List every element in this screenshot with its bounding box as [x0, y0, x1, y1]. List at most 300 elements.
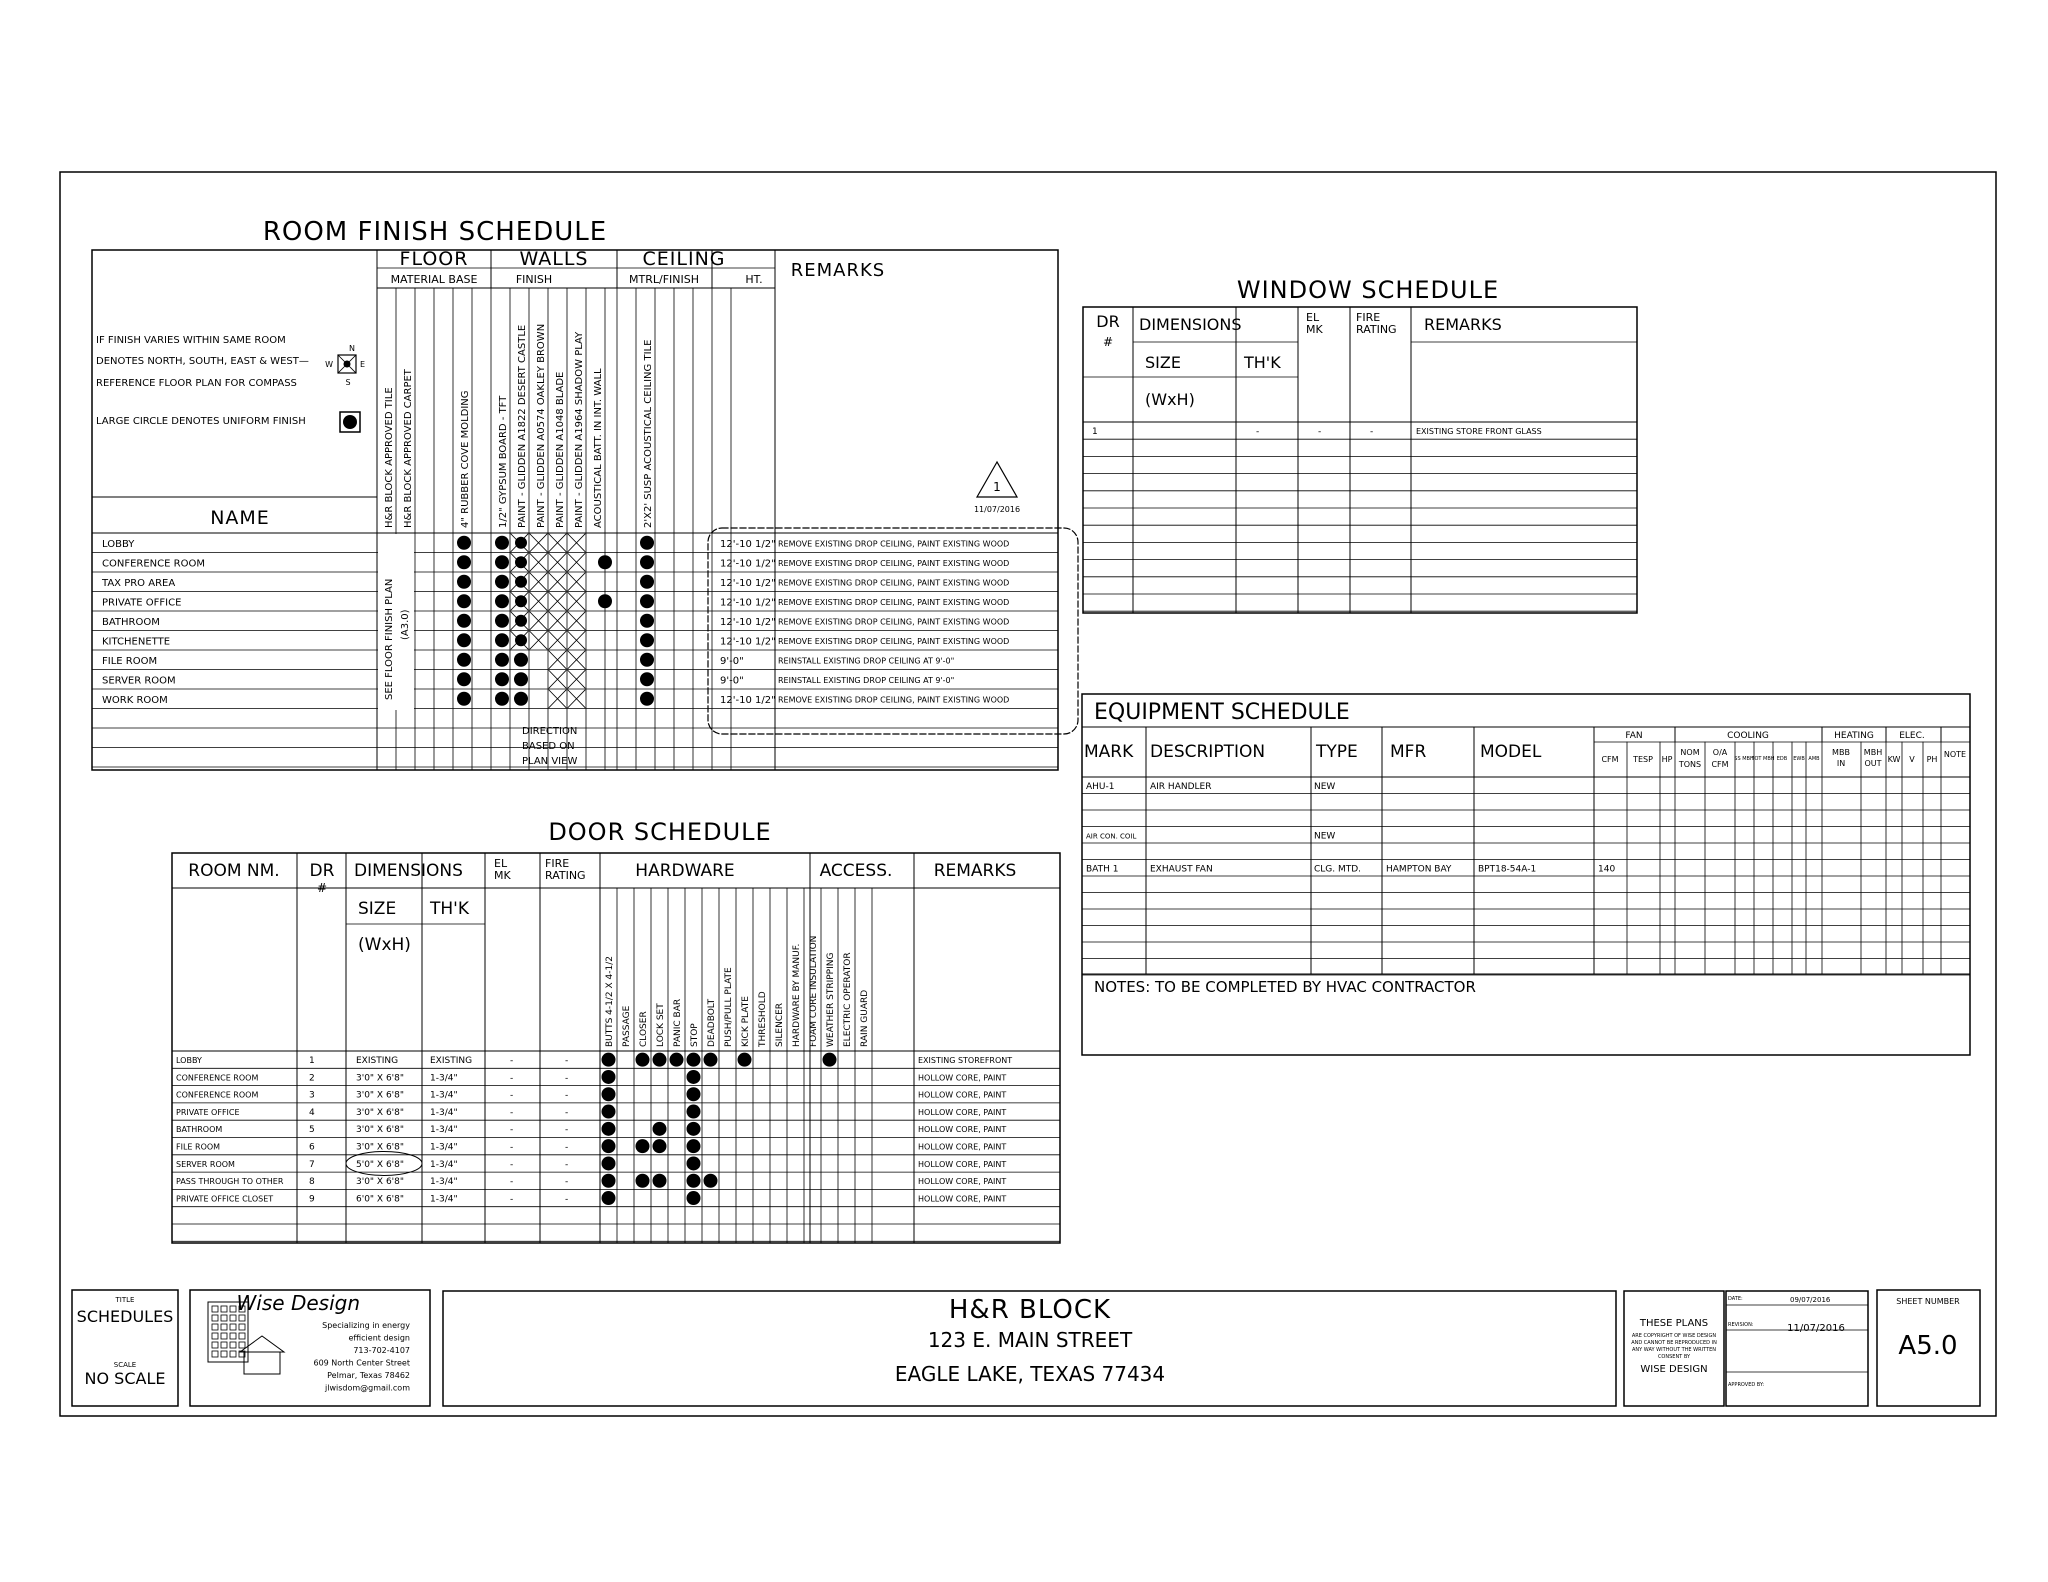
ceiling-tile-dot	[640, 633, 654, 647]
paint-dot	[515, 556, 527, 568]
door-fire-header: FIRE	[545, 857, 570, 870]
hardware-dot	[687, 1087, 701, 1101]
finish-header: FINISH	[515, 273, 553, 286]
room-name: TAX PRO AREA	[102, 577, 176, 589]
building-window-icon	[212, 1333, 218, 1339]
uniform-finish-circle	[343, 415, 357, 429]
paint-dot	[515, 615, 527, 627]
hardware-dot	[653, 1122, 667, 1136]
sheet-number-label: SHEET NUMBER	[1896, 1297, 1960, 1306]
window-remarks-header: REMARKS	[1424, 315, 1502, 334]
equip-sub-header: PH	[1926, 755, 1938, 764]
house-roof-icon	[240, 1336, 284, 1352]
door-fire: -	[565, 1194, 569, 1205]
acoustic-batt-dot	[598, 594, 612, 608]
equip-sub-header: MBB	[1832, 748, 1850, 757]
room-name: SERVER ROOM	[102, 675, 176, 687]
hardware-dot	[687, 1053, 701, 1067]
ceiling-tile-dot	[640, 614, 654, 628]
building-window-icon	[212, 1306, 218, 1312]
equip-description: AIR HANDLER	[1150, 782, 1212, 792]
equip-sub-header: MBH	[1863, 748, 1883, 757]
hardware-dot	[687, 1105, 701, 1119]
revision-label: REVISION:	[1728, 1322, 1754, 1328]
gypsum-dot	[495, 672, 509, 686]
door-room: SERVER ROOM	[176, 1159, 235, 1169]
gypsum-dot	[495, 633, 509, 647]
hardware-column-label: PASSAGE	[622, 1005, 632, 1047]
hardware-dot	[687, 1070, 701, 1084]
equip-type: NEW	[1314, 831, 1336, 842]
door-remarks: HOLLOW CORE, PAINT	[918, 1177, 1007, 1187]
gypsum-dot	[495, 555, 509, 569]
revision-mark: 1	[993, 480, 1001, 494]
walls-header: WALLS	[519, 248, 589, 270]
building-window-icon	[221, 1342, 227, 1348]
door-el: -	[510, 1125, 514, 1136]
equip-mark: AIR CON. COIL	[1086, 832, 1137, 841]
door-remarks: HOLLOW CORE, PAINT	[918, 1090, 1007, 1100]
building-window-icon	[221, 1351, 227, 1357]
window-wxh-header: (WxH)	[1145, 390, 1195, 409]
door-remarks: HOLLOW CORE, PAINT	[918, 1142, 1007, 1152]
paint-dot	[515, 595, 527, 607]
paint-dot	[514, 692, 528, 706]
door-remarks-header: REMARKS	[933, 861, 1017, 881]
hardware-column-label: BUTTS 4-1/2 X 4-1/2	[605, 956, 615, 1047]
room-name: LOBBY	[102, 538, 135, 550]
equip-sub-header: HP	[1661, 755, 1673, 764]
door-thk: 1-3/4"	[430, 1073, 458, 1084]
window-fire-header: FIRE	[1356, 311, 1381, 324]
door-thk: 1-3/4"	[430, 1125, 458, 1136]
rubber-base-dot	[457, 653, 471, 667]
hardware-dot	[636, 1139, 650, 1153]
building-window-icon	[230, 1333, 236, 1339]
door-fire: -	[565, 1090, 569, 1101]
compass-s: S	[345, 378, 351, 387]
door-num-header: #	[316, 881, 328, 895]
hardware-dot	[687, 1191, 701, 1205]
revision-date: 11/07/2016	[973, 505, 1021, 514]
rubber-base-dot	[457, 672, 471, 686]
sheet-number: A5.0	[1898, 1331, 1958, 1361]
hardware-column-label: STOP	[690, 1023, 700, 1047]
paint-dot	[514, 672, 528, 686]
hardware-column-label: KICK PLATE	[741, 996, 751, 1047]
door-thk: EXISTING	[430, 1056, 473, 1066]
gypsum-dot	[495, 614, 509, 628]
equip-sub-header: EWB	[1793, 756, 1805, 762]
hardware-column-label: FOAM CORE INSULATION	[809, 935, 819, 1047]
finish-column-label: 4" RUBBER COVE MOLDING	[460, 390, 471, 528]
door-access-header: ACCESS.	[819, 861, 893, 881]
equip-sub-header: NOTE	[1943, 750, 1967, 759]
plans-text: ANY WAY WITHOUT THE WRITTEN	[1632, 1347, 1716, 1353]
equipment-notes: NOTES: TO BE COMPLETED BY HVAC CONTRACTOR	[1094, 978, 1476, 996]
building-window-icon	[221, 1333, 227, 1339]
door-size: 3'0" X 6'8"	[356, 1073, 405, 1084]
equip-sub-header: CFM	[1711, 760, 1729, 769]
plans-text: AND CANNOT BE REPRODUCED IN	[1631, 1340, 1717, 1346]
legend-line: REFERENCE FLOOR PLAN FOR COMPASS	[96, 378, 297, 389]
ceiling-height: 12'-10 1/2"	[720, 558, 776, 570]
door-size: 3'0" X 6'8"	[356, 1107, 405, 1118]
door-remarks: HOLLOW CORE, PAINT	[918, 1194, 1007, 1204]
door-remarks: HOLLOW CORE, PAINT	[918, 1107, 1007, 1117]
equip-sub-header: O/A	[1712, 748, 1728, 757]
floor-finish-sheet: (A3.0)	[400, 609, 411, 640]
company-detail: efficient design	[348, 1333, 410, 1343]
finish-column-label: H&R BLOCK APPROVED CARPET	[403, 369, 414, 528]
window-dr-header: DR	[1096, 312, 1120, 331]
building-window-icon	[239, 1342, 245, 1348]
equip-mark-header: MARK	[1084, 742, 1134, 762]
rubber-base-dot	[457, 555, 471, 569]
room-name: WORK ROOM	[102, 694, 168, 706]
door-remarks: HOLLOW CORE, PAINT	[918, 1073, 1007, 1083]
equip-elec-header: ELEC.	[1899, 731, 1925, 741]
sheet-border	[60, 172, 1996, 1416]
door-dr: 6	[309, 1142, 315, 1153]
window-dimensions-header: DIMENSIONS	[1139, 315, 1242, 334]
hardware-dot	[602, 1053, 616, 1067]
door-size: EXISTING	[356, 1056, 399, 1066]
company-detail: jlwisdom@gmail.com	[325, 1383, 410, 1393]
hardware-dot	[687, 1156, 701, 1170]
door-room-header: ROOM NM.	[188, 861, 280, 881]
door-size: 3'0" X 6'8"	[356, 1177, 405, 1188]
schedule-layer	[72, 217, 1980, 1406]
date-value: 09/07/2016	[1790, 1296, 1831, 1304]
material-base-header: MATERIAL BASE	[390, 273, 478, 286]
compass-w: W	[325, 360, 333, 369]
hardware-column-label: SILENCER	[775, 1002, 785, 1047]
ceiling-header: CEILING	[642, 248, 726, 270]
equipment-title: EQUIPMENT SCHEDULE	[1094, 700, 1350, 725]
building-window-icon	[212, 1342, 218, 1348]
hardware-dot	[704, 1174, 718, 1188]
scale-value: NO SCALE	[84, 1369, 166, 1388]
hardware-dot	[653, 1053, 667, 1067]
rubber-base-dot	[457, 614, 471, 628]
door-remarks: HOLLOW CORE, PAINT	[918, 1125, 1007, 1135]
room-remark: REMOVE EXISTING DROP CEILING, PAINT EXISTING WOOD	[778, 597, 1010, 607]
door-el: -	[510, 1142, 514, 1153]
window-size-header: SIZE	[1145, 353, 1181, 372]
door-remarks: HOLLOW CORE, PAINT	[918, 1159, 1007, 1169]
equip-sub-header: SS MBH	[1734, 756, 1754, 762]
direction-note: DIRECTION	[522, 726, 578, 737]
ceiling-height: 12'-10 1/2"	[720, 616, 776, 628]
door-dr: 2	[309, 1073, 315, 1084]
equip-sub-header: TESP	[1633, 755, 1653, 764]
building-window-icon	[212, 1351, 218, 1357]
room-remark: REMOVE EXISTING DROP CEILING, PAINT EXISTING WOOD	[778, 617, 1010, 627]
room-remark: REMOVE EXISTING DROP CEILING, PAINT EXISTING WOOD	[778, 636, 1010, 646]
door-dr: 8	[309, 1177, 315, 1188]
finish-column-label: ACOUSTICAL BATT. IN INT. WALL	[593, 368, 604, 528]
door-dr: 4	[309, 1107, 315, 1118]
company-name: Wise Design	[236, 1291, 360, 1315]
room-remark: REMOVE EXISTING DROP CEILING, PAINT EXISTING WOOD	[778, 578, 1010, 588]
equip-sub-header: OUT	[1864, 759, 1882, 768]
ceiling-height: 12'-10 1/2"	[720, 694, 776, 706]
equip-description: EXHAUST FAN	[1150, 864, 1213, 875]
hardware-dot	[636, 1053, 650, 1067]
company-detail: Specializing in energy	[322, 1321, 410, 1330]
door-thk-header: TH'K	[430, 899, 469, 919]
direction-note: PLAN VIEW	[522, 756, 578, 767]
finish-column-label: PAINT - GLIDDEN A0574 OAKLEY BROWN	[536, 323, 547, 528]
equip-cfm: 140	[1598, 864, 1616, 875]
building-window-icon	[239, 1333, 245, 1339]
date-label: DATE:	[1728, 1296, 1743, 1302]
building-window-icon	[212, 1324, 218, 1330]
door-fire: -	[565, 1125, 569, 1136]
equip-mfr-header: MFR	[1390, 742, 1427, 762]
ceiling-tile-dot	[640, 672, 654, 686]
equip-mark: BATH 1	[1086, 864, 1119, 875]
equip-sub-header: CFM	[1601, 755, 1619, 764]
equip-sub-header: NOM	[1680, 748, 1700, 757]
remarks-header: REMARKS	[790, 260, 886, 281]
hardware-dot	[602, 1122, 616, 1136]
rubber-base-dot	[457, 633, 471, 647]
door-el: -	[510, 1194, 514, 1205]
door-fire: -	[565, 1056, 569, 1066]
frame	[244, 1352, 280, 1374]
direction-note: BASED ON	[522, 741, 575, 752]
building-window-icon	[230, 1306, 236, 1312]
door-dr: 1	[309, 1056, 315, 1066]
hardware-dot	[602, 1174, 616, 1188]
door-title: DOOR SCHEDULE	[548, 818, 772, 846]
hardware-dot	[602, 1139, 616, 1153]
room-remark: REMOVE EXISTING DROP CEILING, PAINT EXISTING WOOD	[778, 539, 1010, 549]
room-finish-title: ROOM FINISH SCHEDULE	[262, 217, 608, 247]
hardware-column-label: ELECTRIC OPERATOR	[843, 952, 853, 1047]
door-dr: 7	[309, 1159, 315, 1170]
room-name: KITCHENETTE	[102, 636, 171, 648]
building-window-icon	[230, 1342, 236, 1348]
door-fire: -	[565, 1177, 569, 1188]
hardware-dot	[687, 1139, 701, 1153]
door-el-header: EL	[494, 857, 508, 870]
door-el: -	[510, 1177, 514, 1188]
building-window-icon	[230, 1315, 236, 1321]
revision-value: 11/07/2016	[1787, 1323, 1845, 1334]
door-thk: 1-3/4"	[430, 1159, 458, 1170]
door-thk: 1-3/4"	[430, 1177, 458, 1188]
door-wxh-header: (WxH)	[358, 935, 411, 955]
equip-sub-header: V	[1909, 755, 1915, 764]
equip-sub-header: TONS	[1678, 760, 1702, 769]
door-room: CONFERENCE ROOM	[176, 1090, 259, 1100]
door-room: LOBBY	[176, 1056, 202, 1065]
hardware-column-label: WEATHER STRIPPING	[826, 952, 836, 1047]
door-size: 3'0" X 6'8"	[356, 1090, 405, 1101]
ceiling-tile-dot	[640, 692, 654, 706]
plans-owner: WISE DESIGN	[1640, 1364, 1708, 1375]
building-window-icon	[212, 1315, 218, 1321]
equip-heating-header: HEATING	[1834, 731, 1874, 741]
gypsum-dot	[495, 575, 509, 589]
ceiling-height: 12'-10 1/2"	[720, 538, 776, 550]
door-fire: -	[565, 1107, 569, 1118]
door-hardware-header: HARDWARE	[635, 861, 735, 881]
hardware-dot	[602, 1087, 616, 1101]
hardware-column-label: PUSH/PULL PLATE	[724, 967, 734, 1047]
project-name: H&R BLOCK	[948, 1295, 1112, 1325]
window-thk: -	[1256, 427, 1260, 437]
company-detail: 609 North Center Street	[313, 1358, 410, 1368]
floor-finish-note: SEE FLOOR FINISH PLAN	[384, 578, 395, 700]
room-remark: REMOVE EXISTING DROP CEILING, PAINT EXISTING WOOD	[778, 695, 1010, 705]
equip-type: CLG. MTD.	[1314, 864, 1362, 875]
finish-column-label: PAINT - GLIDDEN A1964 SHADOW PLAY	[574, 331, 585, 528]
hardware-column-label: DEADBOLT	[707, 998, 717, 1047]
sheet-title: SCHEDULES	[76, 1307, 174, 1326]
door-thk: 1-3/4"	[430, 1107, 458, 1118]
name-header: NAME	[210, 507, 270, 529]
ceiling-height: 9'-0"	[720, 655, 744, 667]
door-size: 5'0" X 6'8"	[356, 1159, 405, 1170]
equip-sub-header: TOT MBH	[1751, 756, 1775, 762]
room-remark: REMOVE EXISTING DROP CEILING, PAINT EXISTING WOOD	[778, 558, 1010, 568]
paint-dot	[515, 576, 527, 588]
window-remarks: EXISTING STORE FRONT GLASS	[1416, 427, 1542, 436]
door-size: 3'0" X 6'8"	[356, 1142, 405, 1153]
plans-title: THESE PLANS	[1639, 1318, 1709, 1329]
ceiling-height: 12'-10 1/2"	[720, 636, 776, 648]
gypsum-dot	[495, 653, 509, 667]
equip-type-header: TYPE	[1316, 742, 1358, 762]
window-elmk: -	[1318, 427, 1322, 437]
window-rating-header: RATING	[1356, 323, 1397, 336]
window-dr: 1	[1092, 427, 1098, 437]
legend-line: LARGE CIRCLE DENOTES UNIFORM FINISH	[96, 416, 306, 427]
door-mk-header: MK	[494, 869, 511, 882]
hardware-column-label: RAIN GUARD	[860, 989, 870, 1047]
project-address-1: 123 E. MAIN STREET	[927, 1328, 1133, 1352]
door-remarks: EXISTING STOREFRONT	[918, 1056, 1013, 1065]
building-window-icon	[221, 1306, 227, 1312]
equip-sub-header: KW	[1887, 755, 1901, 764]
room-name: BATHROOM	[102, 616, 160, 628]
finish-column-label: 2'X2' SUSP ACOUSTICAL CEILING TILE	[643, 339, 654, 528]
room-remark: REINSTALL EXISTING DROP CEILING AT 9'-0"	[778, 675, 955, 685]
door-el: -	[510, 1073, 514, 1084]
equip-type: NEW	[1314, 782, 1336, 792]
equip-sub-header: EDB	[1776, 756, 1788, 762]
building-window-icon	[239, 1324, 245, 1330]
gypsum-dot	[495, 594, 509, 608]
door-el: -	[510, 1107, 514, 1118]
equip-fan-header: FAN	[1625, 731, 1643, 741]
equip-mark: AHU-1	[1086, 782, 1115, 792]
gypsum-dot	[495, 536, 509, 550]
door-size-header: SIZE	[358, 899, 397, 919]
equip-model-header: MODEL	[1480, 742, 1542, 762]
ht-header: HT.	[745, 273, 763, 286]
equip-mfr: HAMPTON BAY	[1386, 864, 1452, 875]
acoustic-batt-dot	[598, 555, 612, 569]
door-el: -	[510, 1056, 514, 1066]
hardware-column-label: HARDWARE BY MANUF.	[792, 943, 802, 1047]
scale-label: SCALE	[113, 1361, 137, 1369]
building-window-icon	[230, 1351, 236, 1357]
door-dr: 5	[309, 1125, 315, 1136]
room-name: FILE ROOM	[102, 655, 158, 667]
plans-text: CONSENT BY	[1657, 1354, 1691, 1360]
paint-dot	[515, 537, 527, 549]
hardware-dot	[738, 1053, 752, 1067]
hardware-column-label: THRESHOLD	[758, 991, 768, 1047]
door-el: -	[510, 1090, 514, 1101]
ceiling-tile-dot	[640, 555, 654, 569]
room-remark: REINSTALL EXISTING DROP CEILING AT 9'-0"	[778, 656, 955, 666]
hardware-column-label: LOCK SET	[656, 1003, 666, 1047]
room-name: CONFERENCE ROOM	[102, 558, 205, 570]
hardware-dot	[653, 1174, 667, 1188]
frame	[1726, 1291, 1868, 1406]
hardware-dot	[602, 1191, 616, 1205]
window-thk-header: TH'K	[1244, 353, 1281, 372]
door-fire: -	[565, 1142, 569, 1153]
ceiling-tile-dot	[640, 653, 654, 667]
door-fire: -	[565, 1159, 569, 1170]
building-window-icon	[230, 1324, 236, 1330]
window-el-header: EL	[1306, 311, 1320, 324]
hardware-dot	[704, 1053, 718, 1067]
rubber-base-dot	[457, 594, 471, 608]
window-fire: -	[1370, 427, 1374, 437]
door-room: PRIVATE OFFICE CLOSET	[176, 1194, 274, 1204]
company-detail: Pelmar, Texas 78462	[327, 1371, 410, 1380]
finish-column-label: 1/2" GYPSUM BOARD - TFT	[498, 395, 509, 528]
door-thk: 1-3/4"	[430, 1142, 458, 1153]
legend-line: IF FINISH VARIES WITHIN SAME ROOM	[96, 335, 286, 346]
equip-sub-header: IN	[1836, 759, 1846, 768]
rubber-base-dot	[457, 536, 471, 550]
equip-description-header: DESCRIPTION	[1150, 742, 1266, 762]
building-window-icon	[221, 1315, 227, 1321]
compass-n: N	[349, 344, 355, 353]
finish-column-label: H&R BLOCK APPROVED TILE	[384, 387, 395, 528]
finish-column-label: PAINT - GLIDDEN A1048 BLADE	[555, 371, 566, 528]
paint-dot	[515, 634, 527, 646]
door-dr: 3	[309, 1090, 315, 1101]
finish-column-label: PAINT - GLIDDEN A1822 DESERT CASTLE	[517, 324, 528, 528]
hardware-dot	[823, 1053, 837, 1067]
floor-header: FLOOR	[399, 248, 469, 270]
company-detail: 713-702-4107	[353, 1346, 410, 1355]
ceiling-height: 12'-10 1/2"	[720, 597, 776, 609]
mtrl-finish-header: MTRL/FINISH	[629, 273, 699, 286]
approved-label: APPROVED BY:	[1728, 1382, 1765, 1388]
door-thk: 1-3/4"	[430, 1090, 458, 1101]
equip-model: BPT18-54A-1	[1478, 864, 1537, 875]
door-room: FILE ROOM	[176, 1142, 221, 1152]
window-title: WINDOW SCHEDULE	[1236, 276, 1500, 304]
compass-center-dot	[344, 361, 351, 368]
ceiling-height: 9'-0"	[720, 675, 744, 687]
door-room: PASS THROUGH TO OTHER	[176, 1177, 284, 1187]
door-room: BATHROOM	[176, 1125, 223, 1135]
ceiling-tile-dot	[640, 575, 654, 589]
room-name: PRIVATE OFFICE	[102, 597, 182, 609]
